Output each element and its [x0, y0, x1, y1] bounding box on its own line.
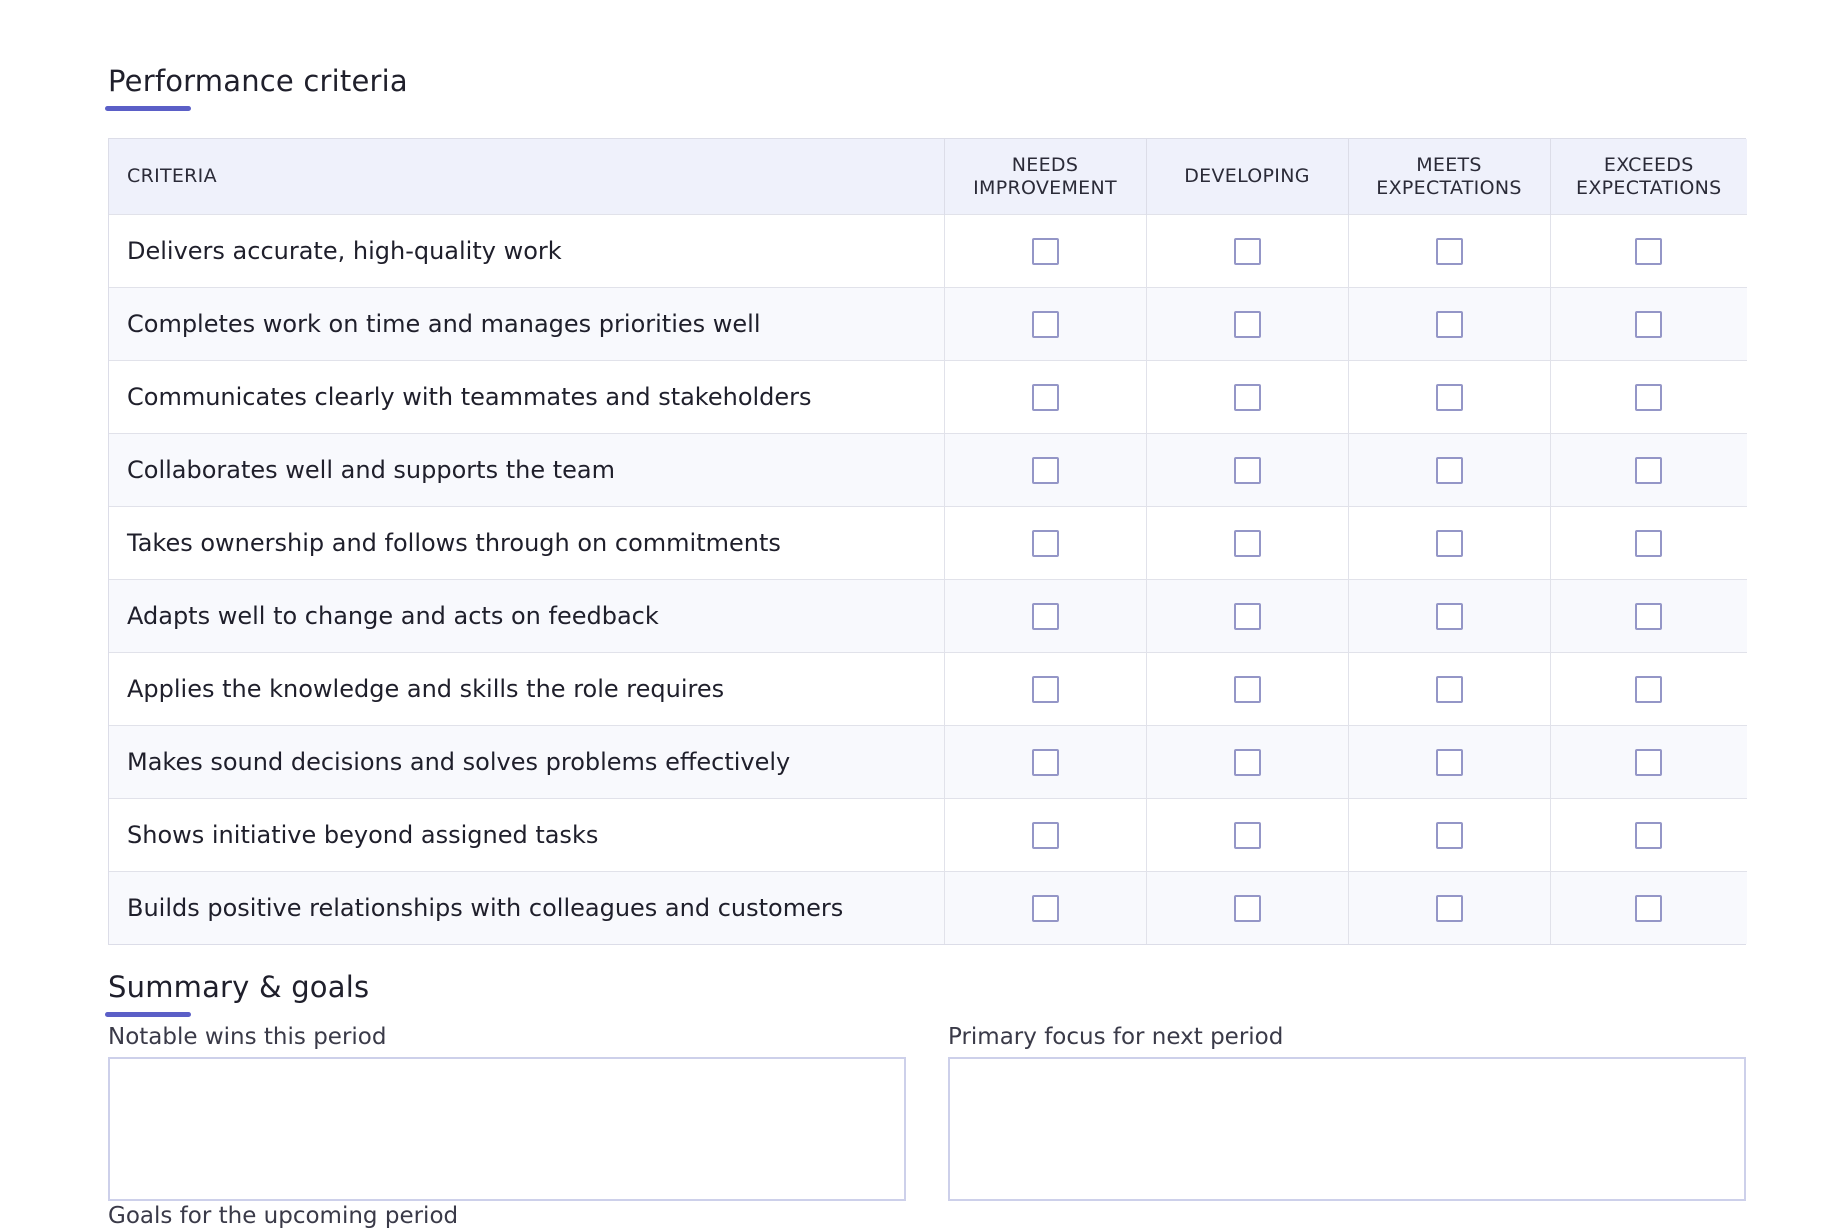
rating-cell — [1146, 361, 1348, 434]
rating-checkbox[interactable] — [1436, 238, 1463, 265]
table-row — [109, 361, 1747, 434]
rating-cell — [1348, 580, 1550, 653]
rating-checkbox[interactable] — [1032, 822, 1059, 849]
rating-cell — [1348, 653, 1550, 726]
table-row — [109, 507, 1747, 580]
rating-cell — [944, 799, 1146, 872]
summary-goals-heading: Summary & goals — [108, 970, 370, 1004]
rating-cell — [1348, 726, 1550, 799]
rating-checkbox[interactable] — [1436, 530, 1463, 557]
criterion-label: Applies the knowledge and skills the role requires — [109, 653, 944, 726]
rating-checkbox[interactable] — [1635, 676, 1662, 703]
notable-wins-input[interactable] — [108, 1057, 906, 1201]
rating-cell — [1550, 580, 1747, 653]
rating-checkbox[interactable] — [1635, 822, 1662, 849]
criterion-label: Builds positive relationships with colleagues and customers — [109, 872, 944, 945]
rating-cell — [1146, 872, 1348, 945]
heading-underline — [105, 1012, 191, 1017]
notable-wins-label: Notable wins this period — [108, 1024, 387, 1050]
rating-cell — [1348, 799, 1550, 872]
rating-cell — [944, 580, 1146, 653]
column-header-meets-expectations: MEETS EXPECTATIONS — [1348, 139, 1550, 215]
rating-checkbox[interactable] — [1032, 238, 1059, 265]
rating-checkbox[interactable] — [1234, 895, 1261, 922]
rating-cell — [1146, 434, 1348, 507]
rating-cell — [1348, 215, 1550, 288]
criterion-label: Completes work on time and manages priorities well — [109, 288, 944, 361]
table-row — [109, 215, 1747, 288]
criterion-label: Makes sound decisions and solves problems effectively — [109, 726, 944, 799]
rating-checkbox[interactable] — [1234, 676, 1261, 703]
rating-checkbox[interactable] — [1436, 822, 1463, 849]
rating-cell — [944, 361, 1146, 434]
rating-cell — [1550, 726, 1747, 799]
rating-cell — [1146, 288, 1348, 361]
rating-checkbox[interactable] — [1032, 311, 1059, 338]
rating-cell — [1348, 872, 1550, 945]
rating-checkbox[interactable] — [1234, 311, 1261, 338]
rating-checkbox[interactable] — [1635, 457, 1662, 484]
rating-checkbox[interactable] — [1032, 603, 1059, 630]
criterion-label: Delivers accurate, high-quality work — [109, 215, 944, 288]
table-row — [109, 653, 1747, 726]
column-header-needs-improvement: NEEDS IMPROVEMENT — [944, 139, 1146, 215]
rating-checkbox[interactable] — [1234, 238, 1261, 265]
rating-cell — [1146, 215, 1348, 288]
rating-checkbox[interactable] — [1635, 749, 1662, 776]
rating-checkbox[interactable] — [1234, 530, 1261, 557]
table-row — [109, 580, 1747, 653]
rating-cell — [1550, 507, 1747, 580]
rating-checkbox[interactable] — [1436, 311, 1463, 338]
rating-cell — [1348, 434, 1550, 507]
rating-checkbox[interactable] — [1635, 530, 1662, 557]
rating-cell — [944, 726, 1146, 799]
rating-checkbox[interactable] — [1436, 749, 1463, 776]
criteria-table-header — [109, 139, 1747, 215]
performance-criteria-heading: Performance criteria — [108, 64, 408, 98]
rating-cell — [1348, 361, 1550, 434]
rating-checkbox[interactable] — [1032, 457, 1059, 484]
rating-checkbox[interactable] — [1635, 384, 1662, 411]
rating-checkbox[interactable] — [1635, 603, 1662, 630]
rating-checkbox[interactable] — [1032, 895, 1059, 922]
table-row — [109, 434, 1747, 507]
rating-cell — [1550, 361, 1747, 434]
rating-cell — [1146, 799, 1348, 872]
rating-cell — [1550, 288, 1747, 361]
rating-cell — [1146, 580, 1348, 653]
rating-cell — [944, 653, 1146, 726]
rating-cell — [944, 872, 1146, 945]
criterion-label: Communicates clearly with teammates and stakeholders — [109, 361, 944, 434]
rating-checkbox[interactable] — [1635, 238, 1662, 265]
rating-cell — [1146, 726, 1348, 799]
rating-cell — [944, 288, 1146, 361]
rating-checkbox[interactable] — [1032, 676, 1059, 703]
rating-cell — [1550, 215, 1747, 288]
rating-cell — [1550, 653, 1747, 726]
rating-checkbox[interactable] — [1234, 603, 1261, 630]
rating-cell — [1146, 507, 1348, 580]
column-header-criteria: CRITERIA — [109, 139, 944, 215]
rating-cell — [1550, 799, 1747, 872]
rating-checkbox[interactable] — [1234, 749, 1261, 776]
rating-cell — [1146, 653, 1348, 726]
rating-cell — [1550, 434, 1747, 507]
table-row — [109, 799, 1747, 872]
primary-focus-input[interactable] — [948, 1057, 1746, 1201]
rating-cell — [1550, 872, 1747, 945]
heading-underline — [105, 106, 191, 111]
criterion-label: Takes ownership and follows through on commitments — [109, 507, 944, 580]
primary-focus-label: Primary focus for next period — [948, 1024, 1284, 1050]
rating-checkbox[interactable] — [1436, 457, 1463, 484]
table-row — [109, 872, 1747, 945]
criterion-label: Shows initiative beyond assigned tasks — [109, 799, 944, 872]
rating-cell — [1348, 507, 1550, 580]
criterion-label: Collaborates well and supports the team — [109, 434, 944, 507]
rating-checkbox[interactable] — [1032, 530, 1059, 557]
rating-checkbox[interactable] — [1234, 822, 1261, 849]
column-header-exceeds-expectations: EXCEEDS EXPECTATIONS — [1550, 139, 1747, 215]
upcoming-goals-label: Goals for the upcoming period — [108, 1203, 459, 1229]
rating-cell — [944, 215, 1146, 288]
table-row — [109, 288, 1747, 361]
rating-cell — [1348, 288, 1550, 361]
rating-checkbox[interactable] — [1436, 676, 1463, 703]
rating-checkbox[interactable] — [1635, 895, 1662, 922]
rating-cell — [944, 507, 1146, 580]
criteria-table — [108, 138, 1746, 945]
rating-checkbox[interactable] — [1635, 311, 1662, 338]
criterion-label: Adapts well to change and acts on feedback — [109, 580, 944, 653]
rating-checkbox[interactable] — [1032, 749, 1059, 776]
rating-checkbox[interactable] — [1234, 457, 1261, 484]
rating-checkbox[interactable] — [1436, 384, 1463, 411]
rating-checkbox[interactable] — [1436, 895, 1463, 922]
rating-cell — [944, 434, 1146, 507]
rating-checkbox[interactable] — [1436, 603, 1463, 630]
rating-checkbox[interactable] — [1032, 384, 1059, 411]
column-header-developing: DEVELOPING — [1146, 139, 1348, 215]
table-row — [109, 726, 1747, 799]
rating-checkbox[interactable] — [1234, 384, 1261, 411]
